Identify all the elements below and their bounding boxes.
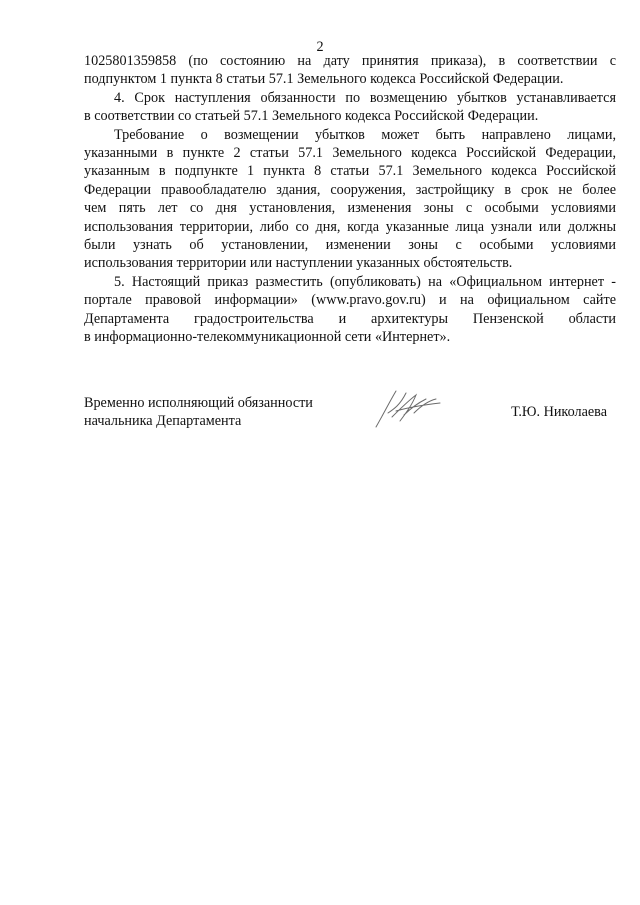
handwritten-signature — [370, 383, 450, 433]
text-line: 4. Срок наступления обязанности по возмещению убытков устанавливается — [114, 89, 616, 106]
paragraph — [84, 52, 616, 89]
document-body — [84, 52, 616, 347]
paragraph-item-4 — [84, 89, 616, 126]
text-line: Федерации правообладателю здания, сооружения, застройщику в срок не более — [84, 181, 616, 198]
text-line: портале правовой информации» (www.pravo.gov.ru) и на официальном сайте — [84, 292, 616, 309]
text-line: Департамента градостроительства и архитектуры Пензенской области — [84, 310, 616, 327]
signatory-name: Т.Ю. Николаева — [511, 404, 607, 420]
text-line: подпунктом 1 пункта 8 статьи 57.1 Земельного кодекса Российской Федерации. — [84, 71, 564, 88]
text-line: использования территории, либо со дня, когда указанные лица узнали или должны — [84, 218, 616, 235]
paragraph-item-5 — [84, 273, 616, 347]
text-line: чем пять лет со дня установления, изменения зоны с особыми условиями — [84, 200, 616, 217]
text-line: использования территории или наступлении указанных обстоятельств. — [84, 255, 513, 272]
text-line: Требование о возмещении убытков может быть направлено лицами, — [114, 126, 616, 143]
signatory-title-line: Временно исполняющий обязанности — [84, 395, 313, 411]
signatory-title — [84, 394, 313, 431]
text-line: в соответствии со статьей 57.1 Земельного кодекса Российской Федерации. — [84, 108, 539, 125]
text-line: в информационно-телекоммуникационной сети «Интернет». — [84, 329, 451, 346]
text-line: 1025801359858 (по состоянию на дату принятия приказа), в соответствии с — [84, 53, 616, 69]
text-line: были узнать об установлении, изменении зоны с особыми условиями — [84, 237, 616, 254]
text-line: указанными в пункте 2 статьи 57.1 Земельного кодекса Российской Федерации, — [84, 145, 616, 162]
text-line: 5. Настоящий приказ разместить (опубликовать) на «Официальном интернет - — [114, 273, 616, 290]
signatory-title-line: начальника Департамента — [84, 413, 242, 430]
page-number: 2 — [316, 39, 324, 55]
paragraph-claim — [84, 126, 616, 273]
text-line: указанным в подпункте 1 пункта 8 статьи 57.1 Земельного кодекса Российской — [84, 163, 616, 180]
